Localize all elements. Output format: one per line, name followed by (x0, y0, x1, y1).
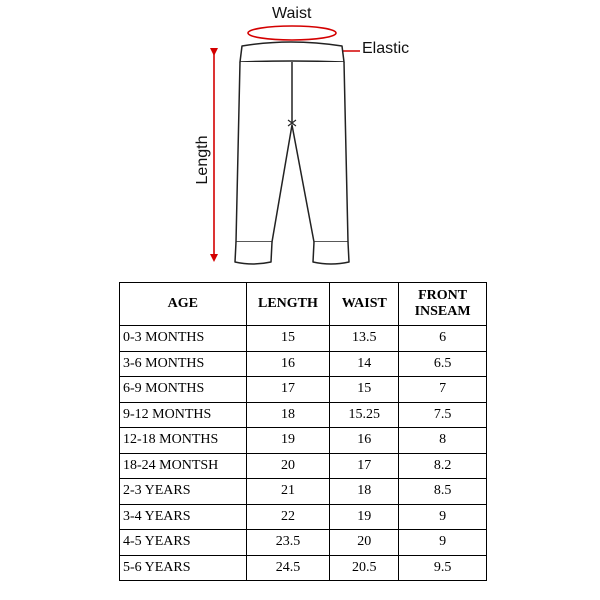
inseam-cell: 9.5 (399, 555, 487, 581)
age-cell: 0-3 MONTHS (120, 326, 247, 352)
length-cell: 20 (246, 453, 330, 479)
length-cell: 16 (246, 351, 330, 377)
length-label: Length (194, 135, 211, 185)
inseam-cell: 7 (399, 377, 487, 403)
length-cell: 23.5 (246, 530, 330, 556)
waist-cell: 17 (330, 453, 399, 479)
length-cell: 19 (246, 428, 330, 454)
table-header-row (120, 283, 487, 326)
age-cell: 3-4 YEARS (120, 504, 247, 530)
table-row (120, 377, 487, 403)
age-cell: 5-6 YEARS (120, 555, 247, 581)
waist-cell: 20.5 (330, 555, 399, 581)
table-row (120, 504, 487, 530)
inseam-cell: 6.5 (399, 351, 487, 377)
table-row (120, 326, 487, 352)
table-row (120, 555, 487, 581)
pants-size-diagram (0, 0, 600, 280)
table-row (120, 453, 487, 479)
table-row (120, 479, 487, 505)
size-chart-table (119, 282, 487, 581)
waist-cell: 20 (330, 530, 399, 556)
age-cell: 3-6 MONTHS (120, 351, 247, 377)
inseam-cell: 8.2 (399, 453, 487, 479)
header-age: AGE (120, 283, 247, 326)
inseam-cell: 8 (399, 428, 487, 454)
header-waist: WAIST (330, 283, 399, 326)
header-front-inseam: FRONT INSEAM (399, 283, 487, 326)
waist-cell: 19 (330, 504, 399, 530)
table-row (120, 351, 487, 377)
elastic-label: Elastic (362, 40, 410, 57)
length-cell: 22 (246, 504, 330, 530)
length-cell: 17 (246, 377, 330, 403)
age-cell: 4-5 YEARS (120, 530, 247, 556)
waist-cell: 15 (330, 377, 399, 403)
pants-outline (235, 42, 349, 264)
length-cell: 18 (246, 402, 330, 428)
waist-ellipse (248, 26, 336, 40)
age-cell: 18-24 MONTSH (120, 453, 247, 479)
waist-cell: 13.5 (330, 326, 399, 352)
age-cell: 6-9 MONTHS (120, 377, 247, 403)
header-length: LENGTH (246, 283, 330, 326)
inseam-cell: 9 (399, 504, 487, 530)
inseam-cell: 9 (399, 530, 487, 556)
waist-cell: 18 (330, 479, 399, 505)
table-row (120, 402, 487, 428)
waist-cell: 14 (330, 351, 399, 377)
pants-illustration (0, 0, 600, 280)
inseam-cell: 7.5 (399, 402, 487, 428)
length-cell: 15 (246, 326, 330, 352)
table-row (120, 428, 487, 454)
waist-cell: 16 (330, 428, 399, 454)
length-cell: 21 (246, 479, 330, 505)
inseam-cell: 6 (399, 326, 487, 352)
inseam-cell: 8.5 (399, 479, 487, 505)
age-cell: 12-18 MONTHS (120, 428, 247, 454)
length-cell: 24.5 (246, 555, 330, 581)
waist-label: Waist (272, 5, 312, 22)
age-cell: 9-12 MONTHS (120, 402, 247, 428)
age-cell: 2-3 YEARS (120, 479, 247, 505)
waist-cell: 15.25 (330, 402, 399, 428)
table-row (120, 530, 487, 556)
